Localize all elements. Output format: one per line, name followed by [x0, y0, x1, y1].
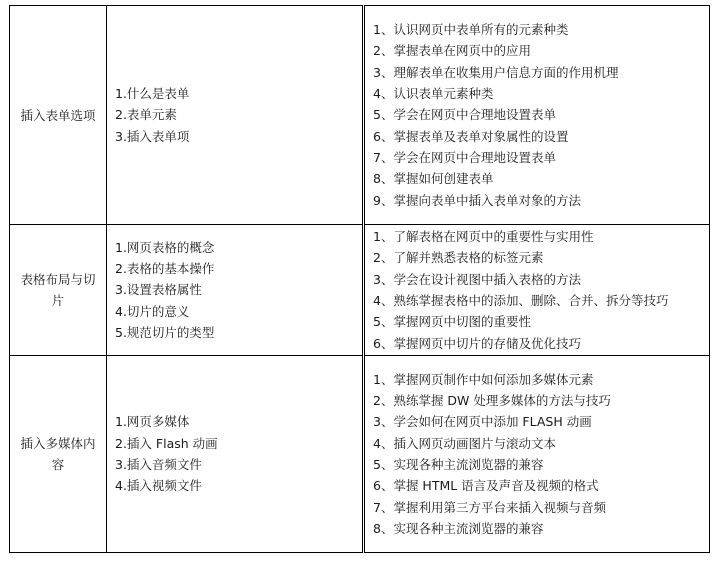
subtopic-item: 4.切片的意义 [115, 303, 190, 319]
topic-cell [10, 356, 107, 553]
objective-item: 5、学会在网页中合理地设置表单 [373, 107, 556, 123]
subtopics-cell [107, 356, 364, 553]
objective-item: 1、掌握网页制作中如何添加多媒体元素 [373, 371, 594, 387]
objective-item: 2、了解并熟悉表格的标签元素 [373, 250, 544, 266]
objective-item: 2、掌握表单在网页中的应用 [373, 43, 531, 59]
table-row [10, 225, 710, 356]
subtopic-item: 4.插入视频文件 [115, 478, 202, 494]
objective-item: 9、掌握向表单中插入表单对象的方法 [373, 192, 581, 208]
objective-item: 8、掌握如何创建表单 [373, 171, 494, 187]
subtopic-item: 1.网页多媒体 [115, 414, 190, 430]
objective-item: 3、理解表单在收集用户信息方面的作用机理 [373, 64, 619, 80]
objective-item: 2、熟练掌握 DW 处理多媒体的方法与技巧 [373, 393, 611, 409]
syllabus-table [9, 5, 710, 553]
topic-label: 表格布局与切片 [20, 272, 96, 308]
objective-item: 1、了解表格在网页中的重要性与实用性 [373, 229, 594, 245]
subtopics-cell [107, 6, 364, 225]
objective-item: 4、插入网页动画图片与滚动文本 [373, 435, 556, 451]
subtopic-item: 3.插入表单项 [115, 128, 190, 144]
table-row [10, 6, 710, 225]
subtopic-item: 2.插入 Flash 动画 [115, 435, 218, 451]
table-row [10, 356, 710, 553]
objective-item: 4、认识表单元素种类 [373, 86, 494, 102]
subtopic-item: 3.插入音频文件 [115, 457, 202, 472]
topic-cell [10, 6, 107, 225]
topic-label: 插入多媒体内容 [20, 436, 96, 472]
topic-cell [10, 225, 107, 356]
objectives-cell [364, 356, 710, 553]
topic-label: 插入表单选项 [20, 107, 96, 123]
objective-item: 1、认识网页中表单所有的元素种类 [373, 22, 569, 38]
objective-item: 3、学会如何在网页中添加 FLASH 动画 [373, 414, 592, 430]
objectives-cell [364, 6, 710, 225]
objective-item: 7、掌握利用第三方平台来插入视频与音频 [373, 499, 606, 515]
subtopic-item: 1.网页表格的概念 [115, 239, 215, 255]
objective-item: 8、实现各种主流浏览器的兼容 [373, 520, 544, 536]
subtopics-cell [107, 225, 364, 356]
objectives-cell [364, 225, 710, 356]
objective-item: 6、掌握网页中切片的存储及优化技巧 [373, 335, 581, 351]
objective-item: 3、学会在设计视图中插入表格的方法 [373, 271, 581, 287]
subtopic-item: 2.表单元素 [115, 107, 177, 123]
objective-item: 6、掌握表单及表单对象属性的设置 [373, 128, 569, 144]
objective-item: 6、掌握 HTML 语言及声音及视频的格式 [373, 478, 599, 494]
subtopic-item: 1.什么是表单 [115, 86, 190, 102]
subtopic-item: 2.表格的基本操作 [115, 261, 215, 277]
subtopic-item: 3.设置表格属性 [115, 282, 202, 298]
objective-item: 7、学会在网页中合理地设置表单 [373, 149, 556, 165]
objective-item: 5、实现各种主流浏览器的兼容 [373, 457, 544, 472]
subtopic-item: 5.规范切片的类型 [115, 324, 215, 340]
objective-item: 5、掌握网页中切图的重要性 [373, 314, 531, 330]
objective-item: 4、熟练掌握表格中的添加、删除、合并、拆分等技巧 [373, 293, 669, 308]
